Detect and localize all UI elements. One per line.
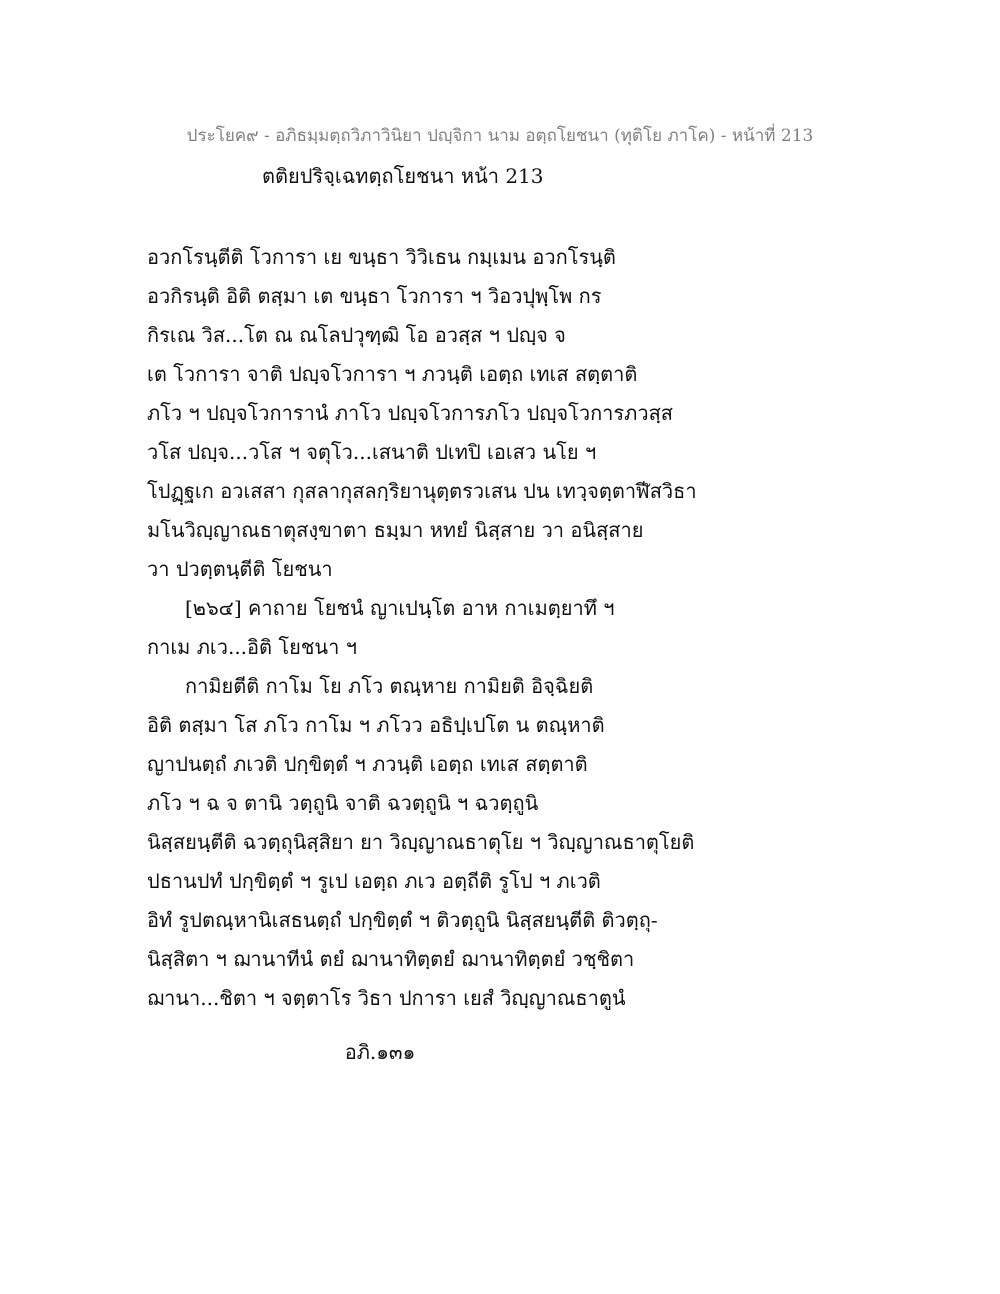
body-text: [147, 238, 867, 1018]
text-line: นิสฺสยนฺตีติ ฉวตฺถุนิสฺสิยา ยา วิญฺญาณธาตุโย ฯ วิญฺญาณธาตุโยติ: [147, 830, 695, 854]
text-line: อิทํ รูปตณฺหานิเสธนตฺถํ ปกฺขิตฺตํ ฯ ติวตฺถูนิ นิสฺสยนฺตีติ ติวตฺถุ-: [147, 908, 658, 932]
text-line: กิรเณ วิส...โต ณ ณโลปวุฑฺฒิ โอ อวสฺส ฯ ปญฺจ จ: [147, 323, 566, 347]
text-line: วโส ปญฺจ...วโส ฯ จตุโว...เสนาติ ปเทปิ เอเสว นโย ฯ: [147, 440, 597, 464]
text-line: วา ปวตฺตนฺตีติ โยชนา: [147, 557, 333, 581]
text-line-paragraph-start: [๒๖๔] คาถาย โยชนํ ญาเปนฺโต อาห กาเมตฺยาทึ ฯ: [185, 596, 615, 620]
text-line: ปธานปทํ ปกฺขิตฺตํ ฯ รูเป เอตฺถ ภเว อตฺถีติ รูโป ฯ ภเวติ: [147, 869, 601, 893]
text-line: ภโว ฯ ปญฺจโวการานํ ภาโว ปญฺจโวการภโว ปญฺจโวการภวสฺส: [147, 401, 673, 425]
text-line: อิติ ตสฺมา โส ภโว กาโม ฯ ภโวว อธิปฺเปโต น ตณฺหาติ: [147, 713, 605, 737]
page-signature: อภิ.๑๓๑: [344, 1040, 416, 1064]
text-line: อวกโรนฺตีติ โวการา เย ขนฺธา วิวิเธน กมฺเมน อวกโรนฺติ: [147, 245, 616, 269]
text-line: ภโว ฯ ฉ จ ตานิ วตฺถูนิ จาติ ฉวตฺถูนิ ฯ ฉวตฺถูนิ: [147, 791, 539, 815]
text-line-paragraph-start: กามิยตีติ กาโม โย ภโว ตณฺหาย กามิยติ อิจฺฉิยติ: [185, 674, 594, 698]
text-line: นิสฺสิตา ฯ ฌานาทีนํ ตยํ ฌานาทิตฺตยํ ฌานาทิตฺตยํ วชฺชิตา: [147, 947, 635, 971]
text-line: อวกิรนฺติ อิติ ตสฺมา เต ขนฺธา โวการา ฯ วิอวปุพฺโพ กร: [147, 284, 602, 308]
section-title: ตติยปริจฺเฉทตฺถโยชนา หน้า 213: [262, 164, 544, 188]
running-header: ประโยค๙ - อภิธมฺมตฺถวิภาวินิยา ปญฺจิกา นาม อตฺถโยชนา (ทุติโย ภาโค) - หน้าที่ 213: [186, 126, 814, 146]
text-line: ฌานา...ชิตา ฯ จตฺตาโร วิธา ปการา เยสํ วิญฺญาณธาตูนํ: [147, 986, 626, 1010]
text-line: กาเม ภเว...อิติ โยชนา ฯ: [147, 635, 357, 659]
text-line: ญาปนตฺถํ ภเวติ ปกฺขิตฺตํ ฯ ภวนฺติ เอตฺถ เทเส สตฺตาติ: [147, 752, 588, 776]
text-line: เต โวการา จาติ ปญฺจโวการา ฯ ภวนฺติ เอตฺถ เทเส สตฺตาติ: [147, 362, 638, 386]
text-line: โปฏฺฐเก อวเสสา กุสลากุสลกฺริยานุตฺตรวเสน ปน เทวฺจตฺตาฬีสวิธา: [147, 479, 697, 503]
text-line: มโนวิญฺญาณธาตุสงฺขาตา ธมฺมา หทยํ นิสฺสาย วา อนิสฺสาย: [147, 518, 644, 542]
